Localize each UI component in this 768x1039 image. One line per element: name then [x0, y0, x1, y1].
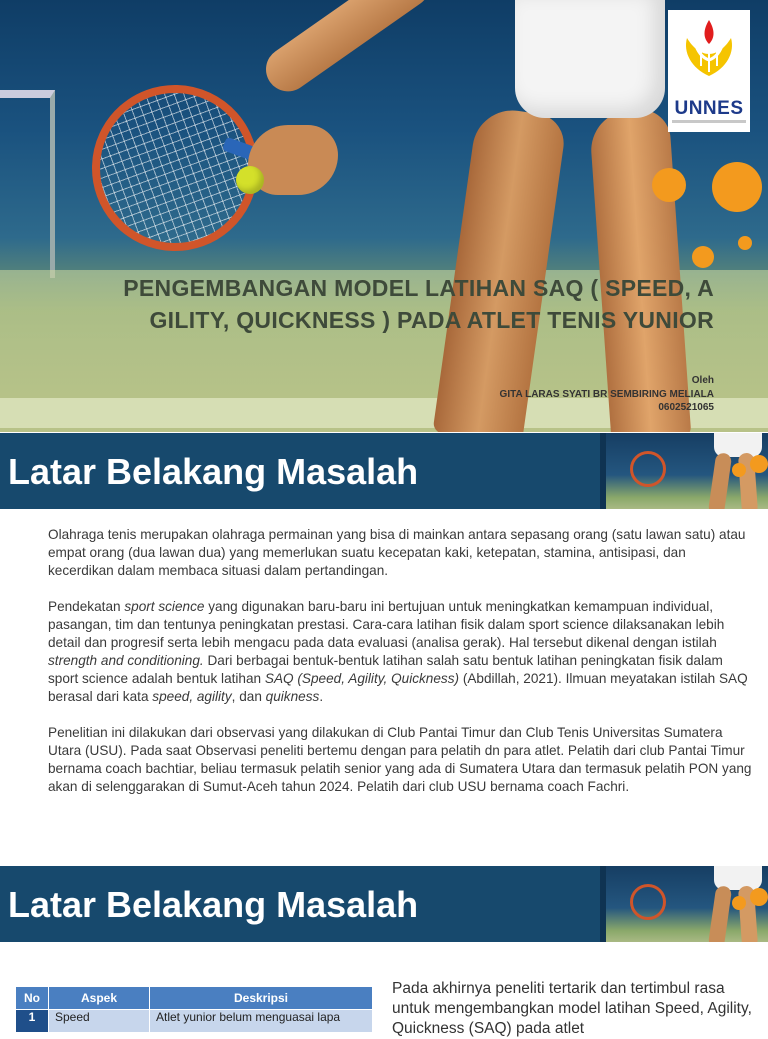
column-header: No — [16, 987, 49, 1010]
student-id: 0602521065 — [658, 402, 714, 413]
header-photo — [600, 433, 768, 509]
text: . — [319, 689, 324, 704]
logo-text: UNNES — [674, 98, 744, 119]
photo-dot — [732, 896, 746, 910]
photo-racket — [630, 451, 666, 487]
table-cell: Atlet yunior belum menguasai lapa — [150, 1010, 373, 1033]
decor-dot — [652, 168, 686, 202]
background-paragraphs — [48, 526, 752, 814]
text: , dan — [231, 689, 266, 704]
paragraph-3: Penelitian ini dilakukan dari observasi yang dilakukan di Club Pantai Timur dan Club Tenis Universitas Sumatera Utara (USU). Pada saat Observasi peneliti bertemu dengan para pelatih dn para atlet. Pelatih dari club Pantai Timur bernama coach bachtiar, beliau termasuk pelatih senior yang ada di Sumatera Utara dan termasuk pelatih PON yang akan di selenggarakan di Sumut-Aceh tahun 2024. Pelatih dari club USU bernama coach Fachri. — [48, 725, 752, 794]
author-block — [380, 374, 714, 415]
photo-dot — [732, 463, 746, 477]
text: quikness — [265, 689, 320, 704]
background-chair — [0, 90, 55, 278]
text: strength and conditioning. — [48, 653, 204, 668]
column-header: Aspek — [49, 987, 150, 1010]
player-skirt — [515, 0, 665, 118]
text: sport science — [124, 599, 205, 614]
text: yang digunakan baru-baru ini bertujuan untuk meningkatkan kemampuan individual, pasangan, tim dan tentunya peningkatan prestasi. Cara-cara latihan fisik dalam sport science dilaksanakan lebih detail dan progresif serta lebih mengacu pada data evaluasi (analisa gerak). Hal tersebut dikenal dengan istilah — [48, 599, 725, 650]
tennis-ball — [236, 166, 264, 194]
author-name: GITA LARAS SYATI BR SEMBIRING MELIALA — [499, 388, 714, 400]
decor-dot — [692, 246, 714, 268]
unnes-emblem-icon — [681, 18, 737, 80]
column-header: Deskripsi — [150, 987, 373, 1010]
photo-stripe — [600, 433, 606, 509]
paragraph-1: Olahraga tenis merupakan olahraga permainan yang bisa di mainkan antara sepasang orang (satu lawan satu) atau empat orang (dua lawan dua) yang memerlukan suatu kecepatan kaki, ketepatan, stamina, antisipasi, dan kecerdikan dalam membaca situasi dalam pertandingan. — [48, 527, 746, 578]
section-header — [0, 433, 768, 509]
section-title-2: Latar Belakang Masalah — [8, 884, 419, 925]
title-slide — [0, 0, 768, 432]
photo-dot — [750, 455, 768, 473]
unnes-logo — [668, 10, 750, 132]
text: Dari berbagai bentuk-bentuk latihan salah satu bentuk latihan peningkatan fisik dalam sport science adalah bentuk latihan — [48, 653, 723, 686]
photo-leg — [708, 452, 732, 509]
by-label: Oleh — [691, 375, 714, 386]
conclusion-text: Pada akhirnya peneliti tertarik dan tertimbul rasa untuk mengembangkan model latihan Speed, Agility, Quickness (SAQ) pada atlet — [392, 980, 752, 1037]
text: SAQ (Speed, Agility, Quickness) — [264, 671, 460, 686]
section-header-2 — [0, 866, 768, 942]
table-cell: Speed — [49, 1010, 150, 1033]
table-row — [16, 1010, 373, 1033]
photo-dot — [750, 888, 768, 906]
decor-dot — [712, 162, 762, 212]
table-header-row — [16, 987, 373, 1010]
player-arm — [257, 0, 438, 100]
text: speed, agility — [152, 689, 232, 704]
text: (Abdillah, 2021). Ilmuan meyatakan istilah SAQ berasal dari kata — [48, 671, 748, 704]
presentation-title: PENGEMBANGAN MODEL LATIHAN SAQ ( SPEED, AGILITY, QUICKNESS ) PADA ATLET TENIS YUNIOR — [123, 275, 714, 334]
logo-subtitle — [672, 120, 746, 123]
section-title: Latar Belakang Masalah — [8, 451, 419, 492]
photo-leg — [708, 885, 732, 942]
decor-dot — [738, 236, 752, 250]
text: Pendekatan — [48, 599, 125, 614]
photo-stripe — [600, 866, 606, 942]
photo-racket — [630, 884, 666, 920]
aspect-table — [15, 986, 373, 1033]
table-cell: 1 — [16, 1010, 49, 1033]
paragraph-2 — [48, 598, 752, 706]
header-photo-2 — [600, 866, 768, 942]
